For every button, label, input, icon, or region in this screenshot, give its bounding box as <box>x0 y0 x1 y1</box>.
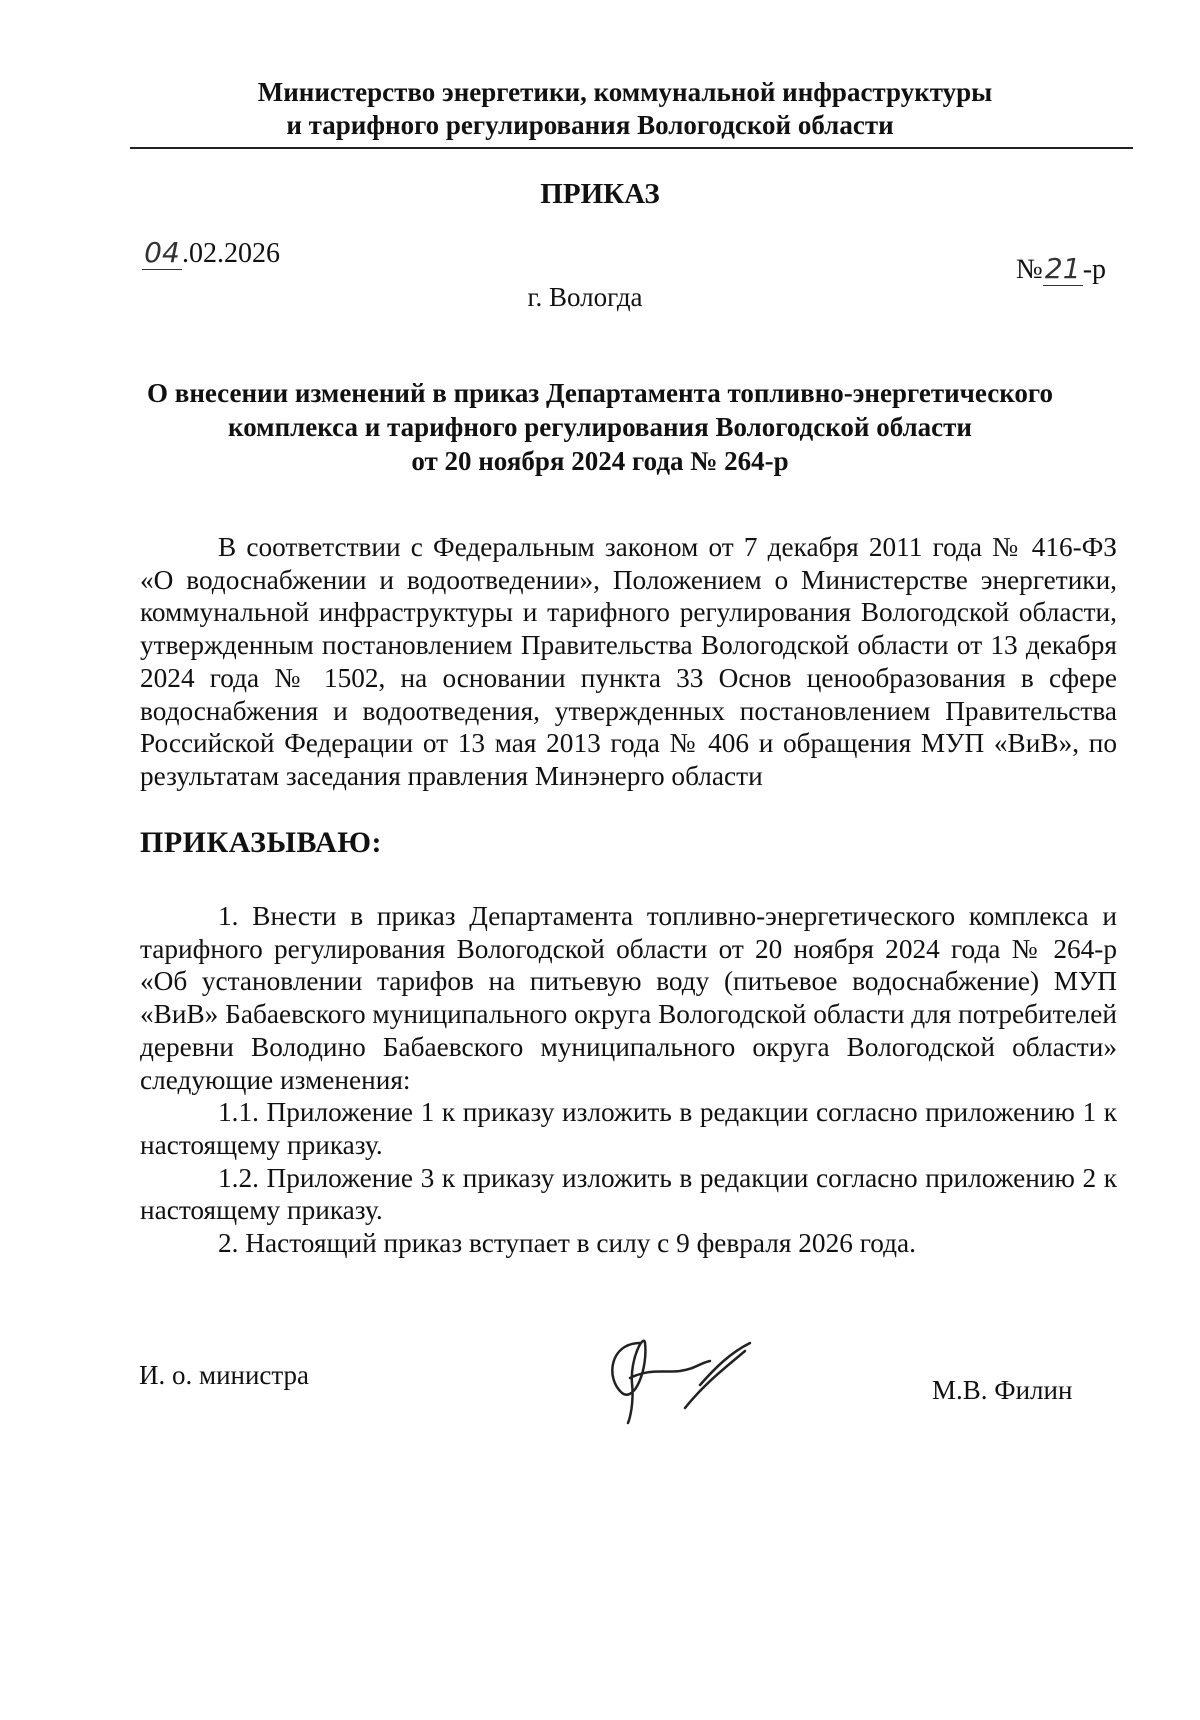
handwritten-number: 21 <box>1043 252 1083 286</box>
document-city: г. Вологда <box>527 282 643 312</box>
handwritten-day: 04 <box>142 236 182 270</box>
subject-line1: О внесении изменений в приказ Департамента топливно-энергетического <box>146 378 1053 408</box>
preamble <box>140 531 1117 793</box>
printed-date: .02.2026 <box>182 238 280 269</box>
preamble-paragraph: В соответствии с Федеральным законом от 7 декабря 2011 года № 416-ФЗ «О водоснабжении и водоотведении», Положением о Министерстве энергетики, коммунальной инфраструктуры и тарифного регулирования Вологодской области, утвержденным постановлением Правительства Вологодской области от 13 декабря 2024 года № 1502, на основании пункта 33 Основ ценообразования в сфере водоснабжения и водоотведения, утвержденных постановлением Правительства Российской Федерации от 13 мая 2013 года № 406 и обращения МУП «ВиВ», по результатам заседания правления Минэнерго области <box>140 532 1117 791</box>
signatory-role: И. о. министра <box>139 1360 310 1390</box>
subject-line2: комплекса и тарифного регулирования Вологодской области <box>228 412 972 442</box>
ministry-name-line1: Министерство энергетики, коммунальной инфраструктуры <box>257 77 993 107</box>
document-number <box>1016 252 1106 286</box>
header-rule <box>130 147 1133 149</box>
subject-line3: от 20 ноября 2024 года № 264-р <box>411 446 789 476</box>
order-word: ПРИКАЗЫВАЮ: <box>140 826 383 859</box>
order-items <box>140 900 1117 1260</box>
ministry-name-line2: и тарифного регулирования Вологодской области <box>286 110 894 140</box>
number-prefix: № <box>1016 254 1043 285</box>
document-type: ПРИКАЗ <box>540 178 660 210</box>
signatory-name: М.В. Филин <box>932 1375 1073 1405</box>
signature-mark <box>600 1323 770 1433</box>
order-item-1: 1. Внести в приказ Департамента топливно-энергетического комплекса и тарифного регулирования Вологодской области от 20 ноября 2024 года № 264-р «Об установлении тарифов на питьевую воду (питьевое водоснабжение) МУП «ВиВ» Бабаевского муниципального округа Вологодской области для потребителей деревни Володино Бабаевского муниципального округа Вологодской области» следующие изменения: <box>140 901 1117 1095</box>
document-date <box>142 236 280 270</box>
order-item-2: 2. Настоящий приказ вступает в силу с 9 февраля 2026 года. <box>218 1228 916 1259</box>
number-suffix: -р <box>1082 254 1107 285</box>
order-item-1-2: 1.2. Приложение 3 к приказу изложить в редакции согласно приложению 2 к настоящему приказу. <box>140 1162 1117 1226</box>
order-item-1-1: 1.1. Приложение 1 к приказу изложить в редакции согласно приложению 1 к настоящему приказу. <box>140 1097 1117 1160</box>
